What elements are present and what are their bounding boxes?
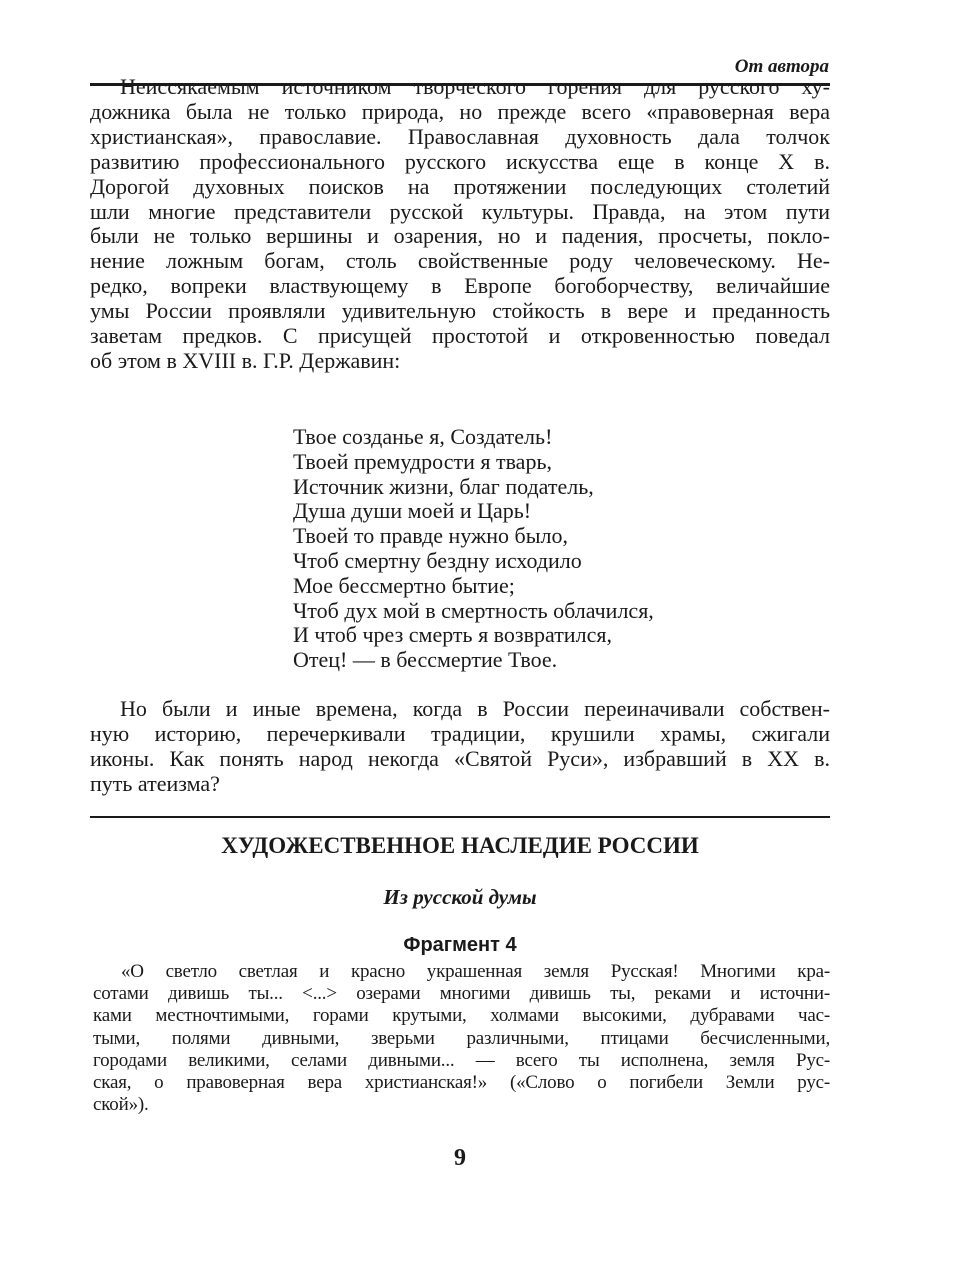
poem-line: Душа души моей и Царь! bbox=[293, 498, 532, 524]
text-line: дожника была не только природа, но прежде всего «правоверная вера bbox=[90, 98, 830, 124]
poem-line: Твое созданье я, Создатель! bbox=[293, 424, 553, 449]
section-subtitle: Из русской думы bbox=[383, 885, 537, 909]
fragment-text bbox=[93, 961, 830, 1116]
text-line: Но были и иные времена, когда в России переиначивали собствен- bbox=[120, 696, 830, 721]
poem-line: Твоей то правде нужно было, bbox=[293, 523, 568, 549]
text-line: сотами дивишь ты... <...> озерами многими дивишь ты, реками и источни- bbox=[93, 983, 830, 1005]
text-line: христианская», православие. Православная духовность дала толчок bbox=[90, 123, 830, 149]
fragment-title: Фрагмент 4 bbox=[403, 934, 517, 956]
text-line: шли многие представители русской культуры. Правда, на этом пути bbox=[90, 198, 830, 224]
poem-line: Твоей премудрости я тварь, bbox=[293, 448, 552, 474]
text-line: ская, о правоверная вера христианская!» («Слово о погибели Земли рус- bbox=[93, 1072, 830, 1094]
section-rule bbox=[90, 816, 830, 818]
poem-line: Источник жизни, благ податель, bbox=[293, 473, 594, 499]
second-paragraph bbox=[90, 696, 830, 797]
text-line: Неиссякаемым источником творческого горения для русского ху- bbox=[120, 74, 830, 99]
poem-line: Чтоб дух мой в смертность облачился, bbox=[293, 597, 654, 623]
text-line: ную историю, перечеркивали традиции, крушили храмы, сжигали bbox=[90, 720, 830, 746]
text-line: городами великими, селами дивными... — всего ты исполнена, земля Рус- bbox=[93, 1049, 830, 1071]
page-number: 9 bbox=[454, 1145, 466, 1171]
poem-line: Мое бессмертно бытие; bbox=[293, 572, 515, 598]
text-line: нение ложным богам, столь свойственные роду человеческому. Не- bbox=[90, 248, 830, 274]
text-line: тыми, полями дивными, зверьми различными, птицами бесчисленными, bbox=[93, 1027, 830, 1049]
section-title: ХУДОЖЕСТВЕННОЕ НАСЛЕДИЕ РОССИИ bbox=[221, 833, 699, 858]
running-header: От автора bbox=[734, 56, 829, 77]
text-line: редко, вопреки властвующему в Европе богоборчеству, величайшие bbox=[90, 273, 830, 299]
text-line: путь атеизма? bbox=[90, 770, 220, 796]
poem-line: И чтоб чрез смерть я возвратился, bbox=[293, 622, 612, 648]
text-line: об этом в XVIII в. Г.Р. Державин: bbox=[90, 347, 401, 373]
text-line: умы России проявляли удивительную стойкость в вере и преданность bbox=[90, 298, 830, 324]
text-line: «О светло светлая и красно украшенная земля Русская! Многими кра- bbox=[121, 961, 830, 982]
text-line: ками местночтимыми, горами крутыми, холмами высокими, дубравами час- bbox=[93, 1005, 830, 1027]
poem-quote bbox=[293, 425, 654, 673]
text-line: были не только вершины и озарения, но и падения, просчеты, покло- bbox=[90, 223, 830, 249]
poem-line: Чтоб смертну бездну исходило bbox=[293, 547, 582, 573]
text-line: заветам предков. С присущей простотой и откровенностью поведал bbox=[90, 323, 830, 349]
text-line: иконы. Как понять народ некогда «Святой Руси», избравший в ХХ в. bbox=[90, 745, 830, 771]
intro-paragraph bbox=[90, 74, 830, 374]
text-line: ской»). bbox=[93, 1094, 149, 1116]
text-line: развитию профессионального русского искусства еще в конце Х в. bbox=[90, 148, 830, 174]
text-line: Дорогой духовных поисков на протяжении последующих столетий bbox=[90, 173, 830, 199]
poem-line: Отец! — в бессмертие Твое. bbox=[293, 647, 558, 673]
